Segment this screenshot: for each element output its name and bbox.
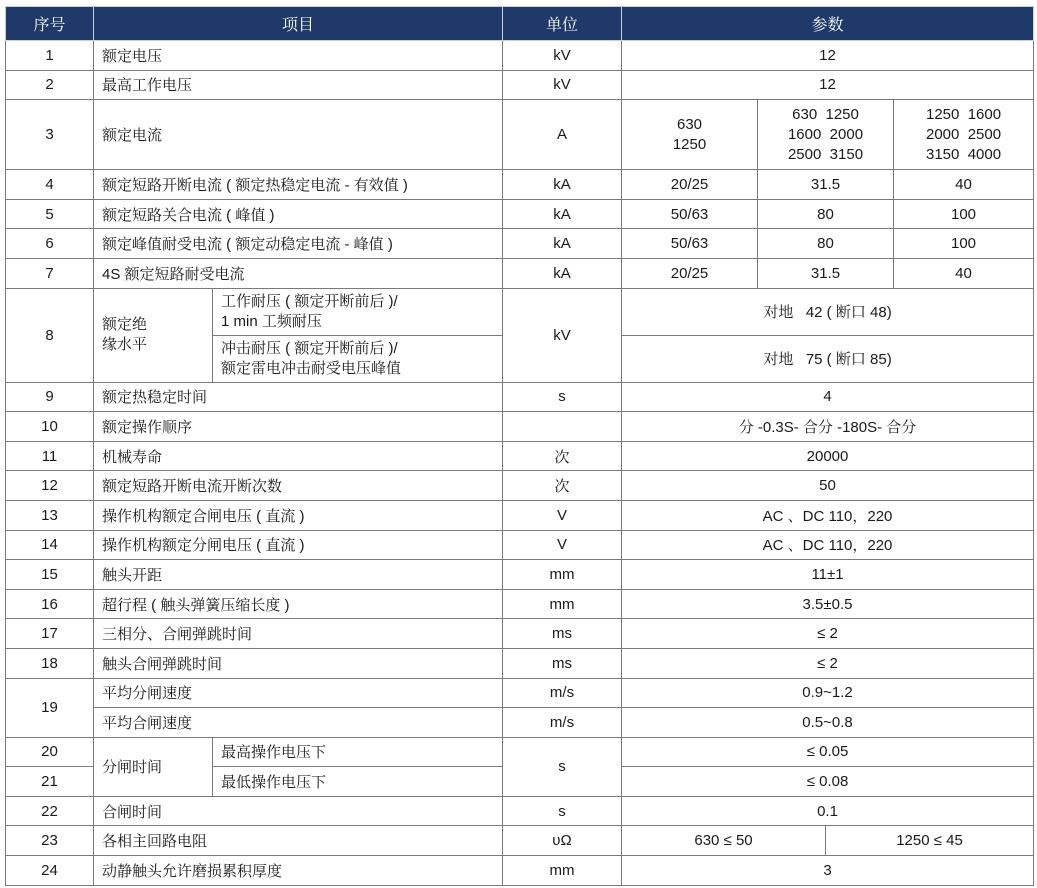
row-item: 操作机构额定分闸电压 ( 直流 ): [94, 530, 503, 560]
table-row: [6, 737, 1034, 767]
row-item: 平均分闸速度: [94, 678, 503, 708]
row-item: 额定短路开断电流开断次数: [94, 471, 503, 501]
row-number: 10: [6, 412, 94, 442]
value-line: 630 1250: [792, 105, 859, 123]
row-value: 12: [622, 41, 1034, 71]
row-item: 平均合闸速度: [94, 708, 503, 738]
row-unit: A: [503, 100, 622, 170]
table-row: [6, 229, 1034, 259]
row-unit: V: [503, 530, 622, 560]
row-value-col1: 50/63: [622, 199, 758, 229]
row-unit: kA: [503, 258, 622, 288]
row-value: 20000: [622, 441, 1034, 471]
row-value: ≤ 2: [622, 648, 1034, 678]
row-number: 20: [6, 737, 94, 767]
row-unit: kA: [503, 170, 622, 200]
row-item: 三相分、合闸弹跳时间: [94, 619, 503, 649]
row-value: 50: [622, 471, 1034, 501]
row-value-col1: [622, 100, 758, 170]
value-line: 630: [677, 115, 703, 133]
row-unit: mm: [503, 589, 622, 619]
row-value: 12: [622, 70, 1034, 100]
row-number: 5: [6, 199, 94, 229]
row-number: 22: [6, 796, 94, 826]
row-number: 19: [6, 678, 94, 737]
row-value-col1: 20/25: [622, 258, 758, 288]
table-row: [6, 441, 1034, 471]
row-value-col2: 31.5: [758, 258, 894, 288]
row-number: 3: [6, 100, 94, 170]
row-value: ≤ 0.05: [622, 737, 1034, 767]
row-number: 6: [6, 229, 94, 259]
table-row: [6, 589, 1034, 619]
row-item: 额定短路开断电流 ( 额定热稳定电流 - 有效值 ): [94, 170, 503, 200]
row-subitem: 最低操作电压下: [213, 767, 503, 797]
row-value: 分 -0.3S- 合分 -180S- 合分: [622, 412, 1034, 442]
row-unit: mm: [503, 856, 622, 886]
value-line: 3150 4000: [925, 145, 1002, 163]
row-unit: s: [503, 382, 622, 412]
table-row: [6, 100, 1034, 170]
row-number: 21: [6, 767, 94, 797]
table-row: [6, 826, 1034, 856]
row-unit: V: [503, 500, 622, 530]
header-item: 项目: [94, 7, 503, 41]
row-unit: kV: [503, 41, 622, 71]
row-item: 额定电压: [94, 41, 503, 71]
subitem-line: 额定雷电冲击耐受电压峰值: [221, 359, 402, 377]
row-number: 12: [6, 471, 94, 501]
row-item: 触头开距: [94, 560, 503, 590]
table-row: [6, 500, 1034, 530]
row-value: ≤ 2: [622, 619, 1034, 649]
row-number: 14: [6, 530, 94, 560]
row-number: 4: [6, 170, 94, 200]
row-item: 超行程 ( 触头弹簧压缩长度 ): [94, 589, 503, 619]
header-param: 参数: [622, 7, 1034, 41]
table-row: [6, 412, 1034, 442]
header-seq: 序号: [6, 7, 94, 41]
row-item: 额定热稳定时间: [94, 382, 503, 412]
row-unit: m/s: [503, 678, 622, 708]
row-value-col1: 630 ≤ 50: [622, 826, 826, 856]
value-line: 1600 2000: [787, 125, 864, 143]
row-value-col3: 100: [894, 199, 1034, 229]
row-value: 11±1: [622, 560, 1034, 590]
header-unit: 单位: [503, 7, 622, 41]
table-row: [6, 856, 1034, 886]
row-number: 9: [6, 382, 94, 412]
spec-table: [5, 6, 1034, 886]
row-subitem: [213, 335, 503, 382]
row-item: 机械寿命: [94, 441, 503, 471]
row-value: AC 、DC 110，220: [622, 530, 1034, 560]
row-value-col2: 80: [758, 199, 894, 229]
table-row: [6, 288, 1034, 335]
row-value-col2: [758, 100, 894, 170]
table-row: [6, 199, 1034, 229]
row-value-col1: 50/63: [622, 229, 758, 259]
row-subitem: 最高操作电压下: [213, 737, 503, 767]
row-value-col1: 20/25: [622, 170, 758, 200]
row-item: 额定短路关合电流 ( 峰值 ): [94, 199, 503, 229]
row-item: 分闸时间: [94, 737, 213, 796]
value-line: 2500 3150: [787, 145, 864, 163]
value-line: 2000 2500: [925, 125, 1002, 143]
table-row: [6, 648, 1034, 678]
row-value-col3: 100: [894, 229, 1034, 259]
row-unit: s: [503, 796, 622, 826]
row-value: 0.5~0.8: [622, 708, 1034, 738]
row-unit: υΩ: [503, 826, 622, 856]
item-line: 额定绝: [102, 316, 148, 334]
row-unit: kV: [503, 288, 622, 382]
row-unit: [503, 412, 622, 442]
table-header-row: [6, 7, 1034, 41]
row-value-col2: 31.5: [758, 170, 894, 200]
row-unit: ms: [503, 648, 622, 678]
row-value-col3: 40: [894, 258, 1034, 288]
row-number: 23: [6, 826, 94, 856]
row-value: 对地 75 ( 断口 85): [622, 335, 1034, 382]
table-row: [6, 70, 1034, 100]
table-row: [6, 41, 1034, 71]
row-item: 合闸时间: [94, 796, 503, 826]
row-value: 4: [622, 382, 1034, 412]
row-unit: kV: [503, 70, 622, 100]
row-value-col2: 80: [758, 229, 894, 259]
row-unit: 次: [503, 471, 622, 501]
value-line: 1250: [672, 135, 707, 153]
table-row: [6, 796, 1034, 826]
row-number: 11: [6, 441, 94, 471]
row-unit: 次: [503, 441, 622, 471]
row-item: 4S 额定短路耐受电流: [94, 258, 503, 288]
row-value: 3: [622, 856, 1034, 886]
table-row: [6, 258, 1034, 288]
row-item: 各相主回路电阻: [94, 826, 503, 856]
row-unit: m/s: [503, 708, 622, 738]
table-row: [6, 471, 1034, 501]
row-item: 额定峰值耐受电流 ( 额定动稳定电流 - 峰值 ): [94, 229, 503, 259]
row-number: 17: [6, 619, 94, 649]
row-number: 1: [6, 41, 94, 71]
subitem-line: 1 min 工频耐压: [221, 312, 322, 330]
row-value: 对地 42 ( 断口 48): [622, 288, 1034, 335]
row-value: 0.9~1.2: [622, 678, 1034, 708]
row-value-col2: 1250 ≤ 45: [826, 826, 1034, 856]
row-item: [94, 288, 213, 382]
item-line: 缘水平: [102, 336, 148, 354]
table-row: [6, 560, 1034, 590]
row-item: 触头合闸弹跳时间: [94, 648, 503, 678]
row-item: 额定操作顺序: [94, 412, 503, 442]
table-row: [6, 619, 1034, 649]
row-item: 操作机构额定合闸电压 ( 直流 ): [94, 500, 503, 530]
row-value: 0.1: [622, 796, 1034, 826]
row-unit: kA: [503, 199, 622, 229]
row-unit: kA: [503, 229, 622, 259]
row-number: 16: [6, 589, 94, 619]
row-item: 最高工作电压: [94, 70, 503, 100]
row-number: 8: [6, 288, 94, 382]
subitem-line: 冲击耐压 ( 额定开断前后 )/: [221, 339, 398, 357]
subitem-line: 工作耐压 ( 额定开断前后 )/: [221, 292, 398, 310]
table-row: [6, 678, 1034, 708]
row-number: 24: [6, 856, 94, 886]
table-row: [6, 530, 1034, 560]
row-value: ≤ 0.08: [622, 767, 1034, 797]
row-value-col3: [894, 100, 1034, 170]
row-number: 13: [6, 500, 94, 530]
row-item: 额定电流: [94, 100, 503, 170]
row-unit: mm: [503, 560, 622, 590]
table-row: [6, 708, 1034, 738]
row-number: 18: [6, 648, 94, 678]
row-value: AC 、DC 110，220: [622, 500, 1034, 530]
table-row: [6, 382, 1034, 412]
row-number: 7: [6, 258, 94, 288]
row-item: 动静触头允许磨损累积厚度: [94, 856, 503, 886]
row-number: 15: [6, 560, 94, 590]
row-value-col3: 40: [894, 170, 1034, 200]
table-row: [6, 170, 1034, 200]
value-line: 1250 1600: [925, 105, 1002, 123]
row-unit: ms: [503, 619, 622, 649]
row-number: 2: [6, 70, 94, 100]
row-unit: s: [503, 737, 622, 796]
row-value: 3.5±0.5: [622, 589, 1034, 619]
row-subitem: [213, 288, 503, 335]
